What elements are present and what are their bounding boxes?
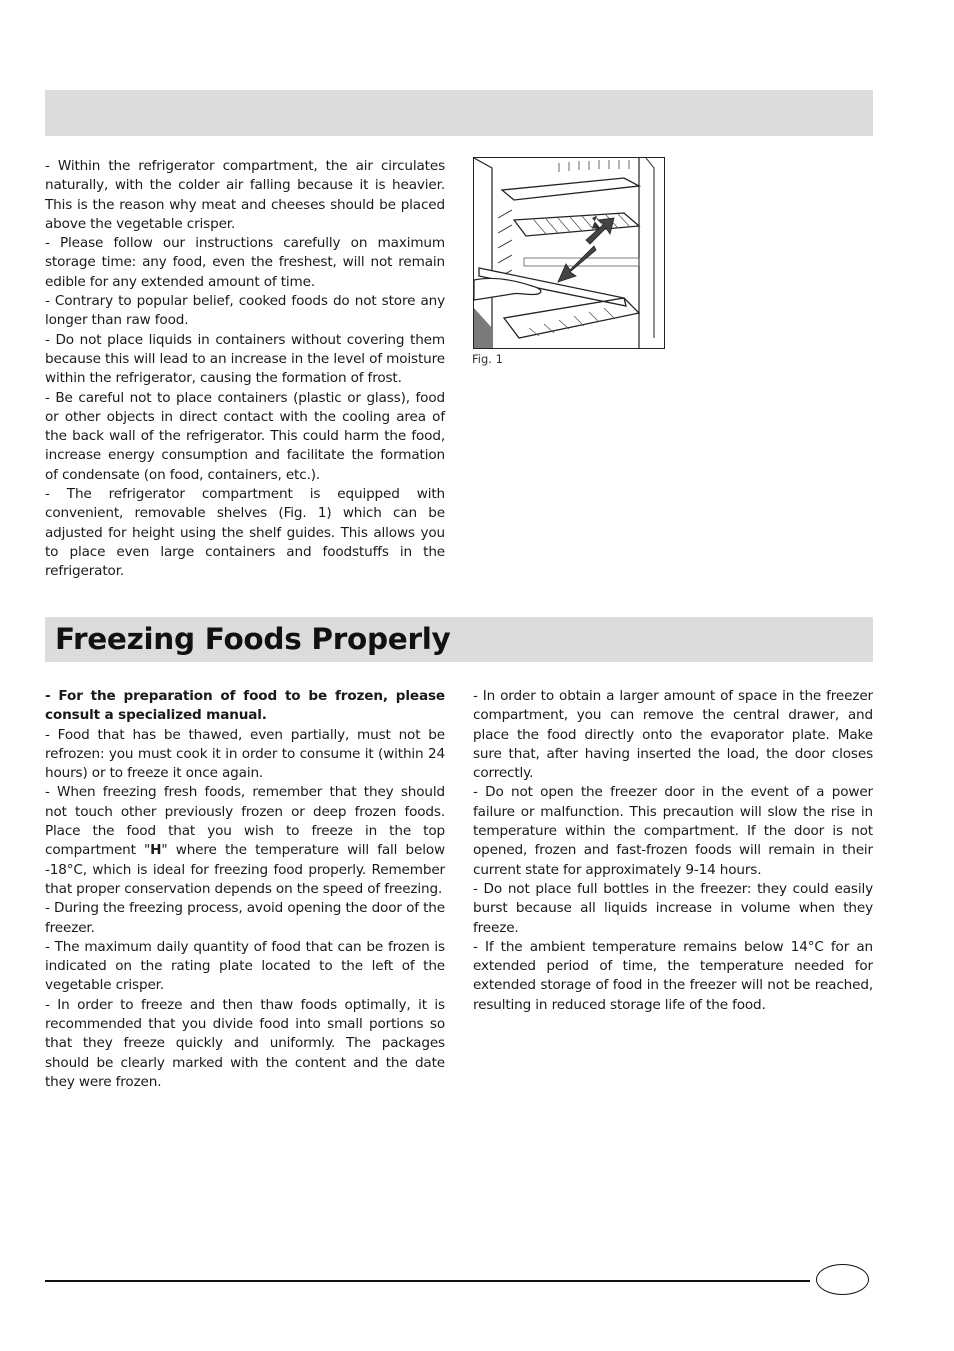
freezing-paragraph: - If the ambient temperature remains below 14°C for an extended period of time, the temperature needed for extended storage of food in the freezer will not be reached, resulting in reduced storage life of the food. xyxy=(473,938,873,1013)
freezing-left-column xyxy=(45,687,445,1092)
freezing-paragraph: - The maximum daily quantity of food that can be frozen is indicated on the rating plate located to the left of the vegetable crisper. xyxy=(45,938,445,994)
paragraph-text: " where the temperature will fall below -18°C, which is ideal for freezing food properly. Remember that proper conservation depends on the speed of freezing. xyxy=(45,842,446,897)
page-number-oval xyxy=(816,1264,869,1295)
freezing-paragraph: - During the freezing process, avoid opening the door of the freezer. xyxy=(45,900,445,936)
freezing-paragraph xyxy=(45,783,445,899)
shelf-illustration xyxy=(473,157,665,349)
freezing-paragraph: - In order to obtain a larger amount of space in the freezer compartment, you can remove the central drawer, and place the food directly onto the evaporator plate. Make sure that, after having inserted the load, the door closes correctly. xyxy=(473,688,873,782)
footer-rule xyxy=(45,1280,810,1282)
refrigerator-tips-column xyxy=(45,157,445,582)
intro-paragraph: - For the preparation of food to be frozen, please consult a specialized manual. xyxy=(45,688,445,724)
tip-paragraph: - The refrigerator compartment is equipped with convenient, removable shelves (Fig. 1) which can be adjusted for height using the shelf guides. This allows you to place even large containers and foodstuffs in the refrigerator. xyxy=(45,486,445,580)
freezing-paragraph: - In order to freeze and then thaw foods optimally, it is recommended that you divide food into small portions so that they freeze quickly and uniformly. The packages should be clearly marked with the content and the date they were frozen. xyxy=(45,996,445,1090)
tip-paragraph: - Do not place liquids in containers without covering them because this will lead to an increase in the level of moisture within the refrigerator, causing the formation of frost. xyxy=(45,331,445,387)
tip-paragraph: - Within the refrigerator compartment, the air circulates naturally, with the colder air falling because it is heavier. This is the reason why meat and cheeses should be placed above the vegetable crisper. xyxy=(45,158,445,232)
tip-paragraph: - Contrary to popular belief, cooked foods do not store any longer than raw food. xyxy=(45,293,445,329)
freezing-paragraph: - Do not place full bottles in the freezer: they could easily burst because all liquids increase in volume when they freeze. xyxy=(473,880,873,936)
refrigerator-shelf-drawing xyxy=(474,158,664,348)
tip-paragraph: - Be careful not to place containers (plastic or glass), food or other objects in direct contact with the cooling area of the back wall of the refrigerator. This could harm the food, increase energy consumption and facilitate the formation of condensate (on food, containers, etc.). xyxy=(45,389,445,483)
header-band xyxy=(45,90,873,136)
section-title: Freezing Foods Properly xyxy=(55,622,451,656)
freezing-paragraph: - Food that has be thawed, even partially, must not be refrozen: you must cook it in order to consume it (within 24 hours) or to freeze it once again. xyxy=(45,726,445,782)
freezing-paragraph: - Do not open the freezer door in the event of a power failure or malfunction. This precaution will slow the rise in temperature within the compartment. If the door is not opened, frozen and fast-frozen foods will remain in their current state for approximately 9-14 hours. xyxy=(473,784,873,878)
figure-caption: Fig. 1 xyxy=(472,352,503,366)
freeze-compartment-symbol: H xyxy=(150,842,162,859)
section-title-band xyxy=(45,617,873,662)
tip-paragraph: - Please follow our instructions carefully on maximum storage time: any food, even the freshest, will not remain edible for any extended amount of time. xyxy=(45,235,445,290)
freezing-right-column xyxy=(473,687,873,1015)
paragraph-text: - When freezing fresh foods, remember that they should not touch other previously frozen or deep frozen foods. Place the food that you wish to freeze in the top compartment " xyxy=(45,784,445,859)
